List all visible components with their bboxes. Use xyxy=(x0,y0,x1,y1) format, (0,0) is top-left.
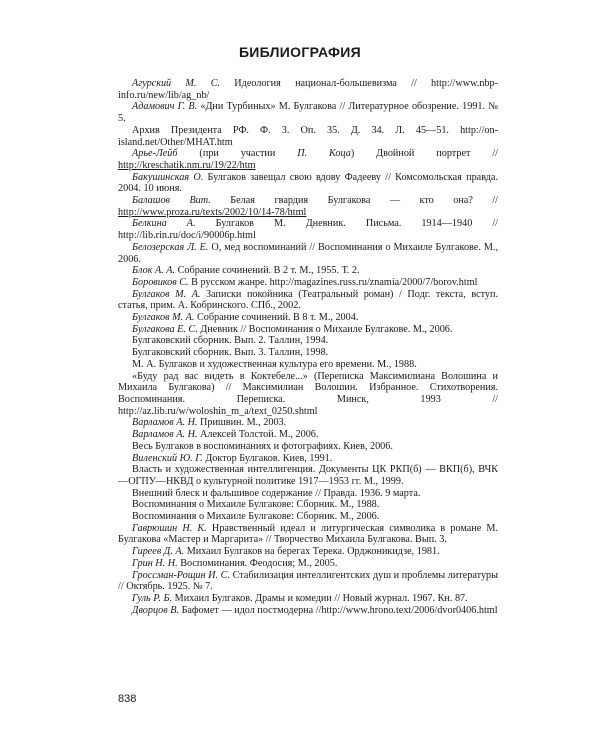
bibliography-entry xyxy=(118,464,498,487)
bibliography-entry xyxy=(118,78,498,101)
entry-author: Дворцов В. xyxy=(132,604,180,616)
bibliography-entry xyxy=(118,441,498,453)
entry-text: «Дни Турбиных» М. Булгакова // Литературное обозрение. 1991. № 5. xyxy=(118,101,498,125)
entry-author: Блок А. А. xyxy=(132,265,176,277)
entry-text: Нравственный идеал и литургическая символика в романе М. Булгакова «Мастер и Маргарита» // Творчество Михаила Булгакова. Вып. 3. xyxy=(118,522,499,546)
entry-text: Власть и художественная интеллигенция. Документы ЦК РКП(б) — ВКП(б), ВЧК—ОГПУ—НКВД о культурной политике 1917—1953 гг. М., 1999. xyxy=(118,464,498,487)
entry-text: (при участии xyxy=(177,148,298,160)
bibliography-entry xyxy=(118,371,498,418)
bibliography-list xyxy=(118,78,498,616)
entry-text: «Буду рад вас видеть в Коктебеле...» (Переписка Максимилиана Волошина и Михаила Булгакова) // Максимилиан Волошин. Избранное. Стихотворения. Воспоминания. Переписка. Минск, 1993 // http://az.lib.ru/w/woloshin_m_a/text_0250.shtml xyxy=(118,370,498,417)
entry-text: Булгаков завещал свою вдову Фадееву // Комсомольская правда. 2004. 10 июня. xyxy=(118,171,498,195)
bibliography-entry xyxy=(118,523,498,546)
bibliography-entry xyxy=(118,546,498,558)
entry-coauthor: П. Коца xyxy=(297,148,351,160)
bibliography-entry xyxy=(118,324,498,336)
entry-text: Собрание сочинений. В 8 т. М., 2004. xyxy=(194,312,359,324)
entry-text: Белая гвардия Булгакова — кто она? // xyxy=(210,195,498,207)
entry-text-continued: ) Двойной портрет // xyxy=(350,148,498,160)
entry-text: Михаил Булгаков. Драмы и комедии // Новый журнал. 1967. Кн. 87. xyxy=(172,592,468,604)
entry-link[interactable]: http://www.proza.ru/texts/2002/10/14-78/html xyxy=(118,206,307,218)
entry-author: Булгакова Е. С. xyxy=(132,323,198,335)
entry-text: Идеология национал-большевизма // http://www.nbp-info.ru/new/lib/ag_nb/ xyxy=(118,78,499,101)
entry-text: М. А. Булгаков и художественная культура его времени. М., 1988. xyxy=(132,358,417,370)
entry-text: Стабилизация интеллигентских душ и проблемы литературы // Октябрь. 1925. № 7. xyxy=(118,569,498,593)
entry-author: Арье-Лейб xyxy=(132,148,178,160)
entry-text: Воспоминания о Михаиле Булгакове: Сборник. М., 1988. xyxy=(132,499,380,511)
bibliography-entry xyxy=(118,125,498,148)
bibliography-entry xyxy=(118,499,498,511)
bibliography-entry xyxy=(118,453,498,465)
bibliography-entry xyxy=(118,488,498,500)
bibliography-entry xyxy=(118,593,498,605)
bibliography-entry xyxy=(118,148,498,171)
bibliography-entry xyxy=(118,218,498,241)
bibliography-entry xyxy=(118,347,498,359)
entry-author: Варламов А. Н. xyxy=(132,417,198,429)
bibliography-entry xyxy=(118,359,498,371)
entry-text: Внешний блеск и фальшивое содержание // Правда. 1936. 9 марта. xyxy=(132,487,421,499)
entry-text: Булгаковский сборник. Вып. 3. Таллин, 1998. xyxy=(132,347,329,359)
entry-author: Булгаков М. А. xyxy=(132,312,195,324)
entry-author: Боровиков С. xyxy=(132,276,189,288)
entry-text: Воспоминания. Феодосия; М., 2005. xyxy=(177,557,338,569)
bibliography-entry xyxy=(118,417,498,429)
bibliography-entry xyxy=(118,335,498,347)
entry-author: Грин Н. Н. xyxy=(132,557,178,569)
page-number: 838 xyxy=(118,693,137,705)
bibliography-entry xyxy=(118,289,498,312)
entry-text: Весь Булгаков в воспоминаниях и фотографиях. Киев, 2006. xyxy=(132,440,393,452)
entry-author: Балашов Вит. xyxy=(132,195,211,207)
bibliography-entry xyxy=(118,312,498,324)
entry-author: Агурский М. С. xyxy=(132,78,221,89)
entry-text: Доктор Булгаков. Киев, 1991. xyxy=(202,452,333,464)
entry-text: Записки покойника (Театральный роман) / Подг. текста, вступ. статья, прим. А. Кобринского. СПб., 2002. xyxy=(118,288,498,312)
bibliography-entry xyxy=(118,429,498,441)
bibliography-entry xyxy=(118,558,498,570)
entry-text: Воспоминания о Михаиле Булгакове: Сборник. М., 2006. xyxy=(132,511,380,523)
entry-author: Гуль Р. Б. xyxy=(132,592,173,604)
entry-text: Дневник // Воспоминания о Михаиле Булгакове. М., 2006. xyxy=(197,323,453,335)
bibliography-entry xyxy=(118,277,498,289)
entry-author: Гроссман-Рощин И. С. xyxy=(132,569,230,581)
bibliography-entry xyxy=(118,570,498,593)
bibliography-entry xyxy=(118,265,498,277)
entry-text: Михаил Булгаков на берегах Терека. Орджоникидзе, 1981. xyxy=(184,546,440,558)
bibliography-entry xyxy=(118,605,498,617)
entry-text: Собрание сочинений. В 2 т. М., 1955. Т. 2. xyxy=(175,265,360,277)
entry-text: Бафомет — идол постмодерна //http://www.hrono.text/2006/dvor0406.html xyxy=(179,604,498,616)
entry-text: Булгаковский сборник. Вып. 2. Таллин, 1994. xyxy=(132,335,329,347)
entry-author: Виленский Ю. Г. xyxy=(132,452,203,464)
entry-author: Варламов А. Н. xyxy=(132,429,198,441)
bibliography-entry xyxy=(118,101,498,124)
entry-text: Пришвин. М., 2003. xyxy=(197,417,287,429)
entry-author: Белозерская Л. Е. xyxy=(132,241,209,253)
bibliography-entry xyxy=(118,172,498,195)
page-title: БИБЛИОГРАФИЯ xyxy=(238,44,362,60)
entry-author: Гиреев Д. А. xyxy=(132,546,185,558)
bibliography-entry xyxy=(118,195,498,218)
entry-link[interactable]: http://kreschatik.nm.ru/19/22/htm xyxy=(118,159,256,171)
entry-author: Булгаков М. А. xyxy=(132,288,201,300)
bibliography-entry xyxy=(118,242,498,265)
entry-author: Белкина А. xyxy=(132,218,196,230)
entry-text: Архив Президента РФ. Ф. 3. Оп. 35. Д. 34. Л. 45—51. http://on-island.net/Other/MHAT.htm xyxy=(118,124,498,148)
entry-author: Адамович Г. В. xyxy=(132,101,198,113)
bibliography-entry xyxy=(118,511,498,523)
entry-author: Бакушинская О. xyxy=(132,171,204,183)
entry-text: О, мед воспоминаний // Воспоминания о Михаиле Булгакове. М., 2006. xyxy=(118,241,498,265)
entry-text: Алексей Толстой. М., 2006. xyxy=(197,429,319,441)
entry-text: Булгаков М. Дневник. Письма. 1914—1940 // http://lib.rin.ru/doc/i/90006p.html xyxy=(118,218,499,242)
entry-author: Гаврюшин Н. К. xyxy=(132,522,207,534)
entry-text: В русском жанре. http://magazines.russ.ru/znamia/2000/7/borov.html xyxy=(188,276,478,288)
